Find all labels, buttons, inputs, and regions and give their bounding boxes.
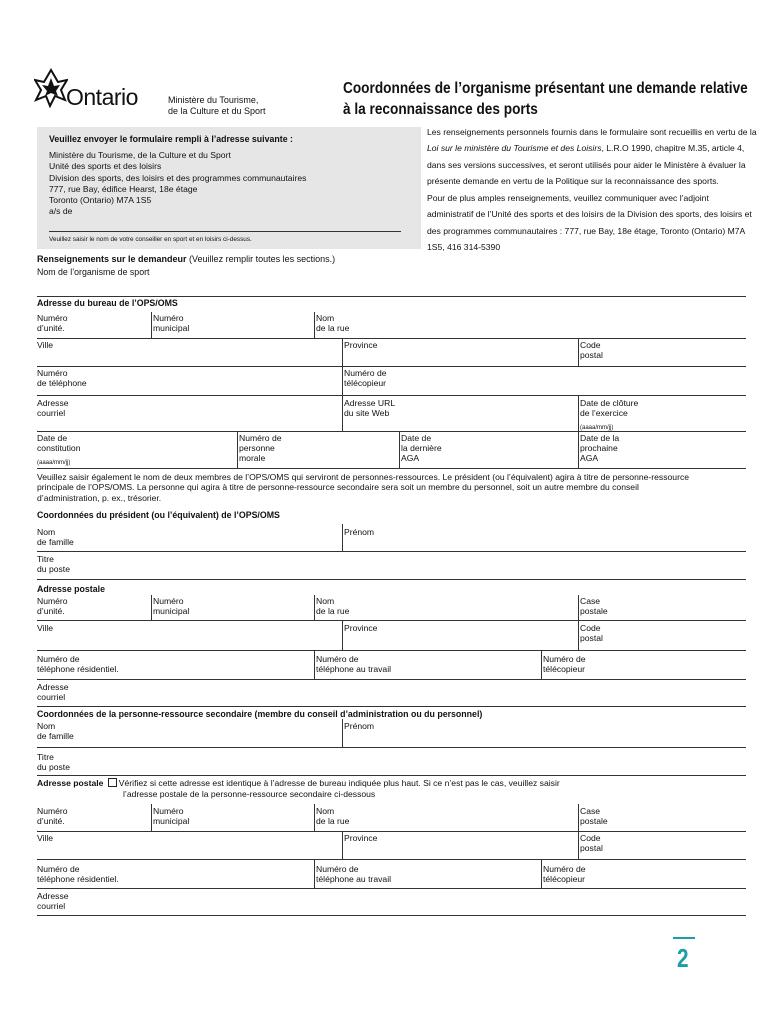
divider xyxy=(37,431,746,432)
mailing-address-heading: Veuillez envoyer le formulaire rempli à l’adresse suivante : xyxy=(49,134,293,144)
contacts-note: Veuillez saisir également le nom de deux membres de l’OPS/OMS qui serviront de personnes-ressources. Le président (ou l’équivalent) agira à titre de personne-ressource principale de l’OPS/OMS. La personne qui agira à titre de personne-ressource secondaire sera soit un membre du personnel, soit un autre membre du conseil d’administration, p. ex., trésorier. xyxy=(37,472,690,503)
secondary-title-label: Titre du poste xyxy=(37,752,70,772)
last-agm-label: Date de la dernière AGA xyxy=(401,433,442,463)
divider xyxy=(151,312,152,339)
office-fiscal-label: Date de clôture de l’exercice xyxy=(580,398,639,418)
same-address-text: Vérifiez si cette adresse est identique à l’adresse de bureau indiquée plus haut. Si ce n’est pas le cas, veuillez saisir xyxy=(118,778,560,788)
ontario-wordmark: Ontario xyxy=(66,84,138,110)
page-title: Coordonnées de l’organisme présentant une demande relative à la reconnaissance des ports xyxy=(343,80,748,118)
secondary-postal-row xyxy=(37,778,737,788)
divider xyxy=(342,524,343,551)
divider xyxy=(37,366,746,367)
secondary-work-phone-label: Numéro de téléphone au travail xyxy=(316,864,392,884)
secondary-email-label: Adresse courriel xyxy=(37,891,69,911)
divider xyxy=(37,650,746,651)
divider xyxy=(37,579,746,580)
office-email-label: Adresse courriel xyxy=(37,398,69,418)
corporation-number-label: Numéro de personne morale xyxy=(239,433,282,463)
divider xyxy=(578,620,579,650)
privacy-notice: Les renseignements personnels fournis dans le formulaire sont recueillis en vertu de la Loi sur le ministère du Tourisme et des Loisirs, L.R.O 1990, chapitre M.35, article 4, dans ses versions successives, et seront utilisés pour aider le Ministère à évaluer la présente demande en vertu de la Politique sur la reconnaissance des sports. xyxy=(427,127,757,186)
divider xyxy=(37,706,746,707)
divider xyxy=(342,719,343,747)
org-name-label: Nom de l’organisme de sport xyxy=(37,267,150,277)
divider xyxy=(578,804,579,831)
divider xyxy=(314,595,315,620)
secondary-city-label: Ville xyxy=(37,833,54,843)
divider xyxy=(151,595,152,620)
next-agm-label: Date de la prochaine AGA xyxy=(580,433,620,463)
president-work-phone-label: Numéro de téléphone au travail xyxy=(316,654,392,674)
secondary-pobox-label: Case postale xyxy=(580,806,608,826)
divider xyxy=(37,747,746,748)
divider xyxy=(541,650,542,679)
divider xyxy=(342,366,343,395)
secondary-last-name-label: Nom de famille xyxy=(37,721,74,741)
divider xyxy=(342,338,343,366)
office-url-label: Adresse URL du site Web xyxy=(344,398,396,418)
divider xyxy=(37,859,746,860)
secondary-street-label: Nom de la rue xyxy=(316,806,350,826)
mailing-address-lines: Ministère du Tourisme, de la Culture et du Sport Unité des sports et des loisirs Division des sports, des loisirs et des programmes communautaires 777, rue Bay, édifice Hearst, 18e étage Toronto (Ontario) M7A 1S5 a/s de xyxy=(49,150,307,217)
divider xyxy=(37,395,746,396)
divider xyxy=(151,804,152,831)
divider xyxy=(37,888,746,889)
divider xyxy=(37,620,746,621)
divider xyxy=(342,395,343,431)
president-province-label: Province xyxy=(344,623,378,633)
president-civic-label: Numéro municipal xyxy=(153,596,190,616)
divider xyxy=(314,650,315,679)
divider xyxy=(314,859,315,888)
divider xyxy=(37,679,746,680)
secondary-fax-label: Numéro de télécopieur xyxy=(543,864,586,884)
same-address-checkbox[interactable] xyxy=(108,778,117,787)
office-phone-label: Numéro de téléphone xyxy=(37,368,87,388)
secondary-postal-label: Code postal xyxy=(580,833,603,853)
president-city-label: Ville xyxy=(37,623,54,633)
divider xyxy=(578,431,579,468)
president-postal-label: Code postal xyxy=(580,623,603,643)
secondary-civic-label: Numéro municipal xyxy=(153,806,190,826)
advisor-name-note: Veuillez saisir le nom de votre conseiller en sport et en loisirs ci-dessus. xyxy=(49,236,252,243)
constitution-date-format: (aaaa/mm/jj) xyxy=(37,460,71,466)
ministry-name: Ministère du Tourisme, de la Culture et du Sport xyxy=(168,95,266,116)
applicant-heading: Renseignements sur le demandeur (Veuillez remplir toutes les sections.) xyxy=(37,254,336,264)
secondary-home-phone-label: Numéro de téléphone résidentiel. xyxy=(37,864,119,884)
office-fax-label: Numéro de télécopieur xyxy=(344,368,387,388)
divider xyxy=(37,831,746,832)
page-number: 2 xyxy=(677,943,689,973)
divider xyxy=(578,395,579,431)
office-street-label: Nom de la rue xyxy=(316,313,350,333)
secondary-province-label: Province xyxy=(344,833,378,843)
secondary-first-name-label: Prénom xyxy=(344,721,375,731)
office-unit-label: Numéro d’unité. xyxy=(37,313,68,333)
divider xyxy=(37,551,746,552)
constitution-date-label: Date de constitution xyxy=(37,433,81,453)
president-pobox-label: Case postale xyxy=(580,596,608,616)
divider xyxy=(37,338,746,339)
page-number-bar xyxy=(673,937,695,939)
president-last-name-label: Nom de famille xyxy=(37,527,74,547)
divider xyxy=(314,804,315,831)
president-fax-label: Numéro de télécopieur xyxy=(543,654,586,674)
divider xyxy=(237,431,238,468)
office-fiscal-format: (aaaa/mm/jj) xyxy=(580,425,614,431)
divider xyxy=(314,312,315,339)
divider xyxy=(37,915,746,916)
office-province-label: Province xyxy=(344,340,378,350)
president-email-label: Adresse courriel xyxy=(37,682,69,702)
divider xyxy=(578,595,579,620)
president-street-label: Nom de la rue xyxy=(316,596,350,616)
secondary-heading: Coordonnées de la personne-ressource secondaire (membre du conseil d’administration ou du personnel) xyxy=(37,709,483,719)
divider xyxy=(541,859,542,888)
divider xyxy=(342,831,343,859)
contact-info: Pour de plus amples renseignements, veuillez communiquer avec l’adjoint administratif de l’Unité des sports et des loisirs de la Division des sports, des loisirs et des programmes communautaires : 777, rue Bay, 18e étage, Toronto (Ontario) M7A 1S5, 416 314-5390 xyxy=(427,193,752,252)
secondary-postal-heading: Adresse postale xyxy=(37,778,104,788)
divider xyxy=(37,296,746,297)
advisor-name-line[interactable] xyxy=(49,231,401,232)
office-address-heading: Adresse du bureau de l’OPS/OMS xyxy=(37,298,178,308)
president-first-name-label: Prénom xyxy=(344,527,375,537)
divider xyxy=(399,431,400,468)
secondary-unit-label: Numéro d’unité. xyxy=(37,806,68,826)
divider xyxy=(37,468,746,469)
office-civic-label: Numéro municipal xyxy=(153,313,190,333)
divider xyxy=(578,338,579,366)
office-postal-label: Code postal xyxy=(580,340,603,360)
president-postal-heading: Adresse postale xyxy=(37,584,105,594)
president-home-phone-label: Numéro de téléphone résidentiel. xyxy=(37,654,119,674)
president-unit-label: Numéro d’unité. xyxy=(37,596,68,616)
divider xyxy=(342,620,343,650)
president-heading: Coordonnées du président (ou l’équivalent) de l’OPS/OMS xyxy=(37,510,280,520)
divider xyxy=(578,831,579,859)
president-title-label: Titre du poste xyxy=(37,554,70,574)
trillium-logo-icon xyxy=(34,68,68,108)
office-city-label: Ville xyxy=(37,340,54,350)
same-address-text-2: l’adresse postale de la personne-ressource secondaire ci-dessous xyxy=(123,789,376,799)
divider xyxy=(37,775,746,776)
